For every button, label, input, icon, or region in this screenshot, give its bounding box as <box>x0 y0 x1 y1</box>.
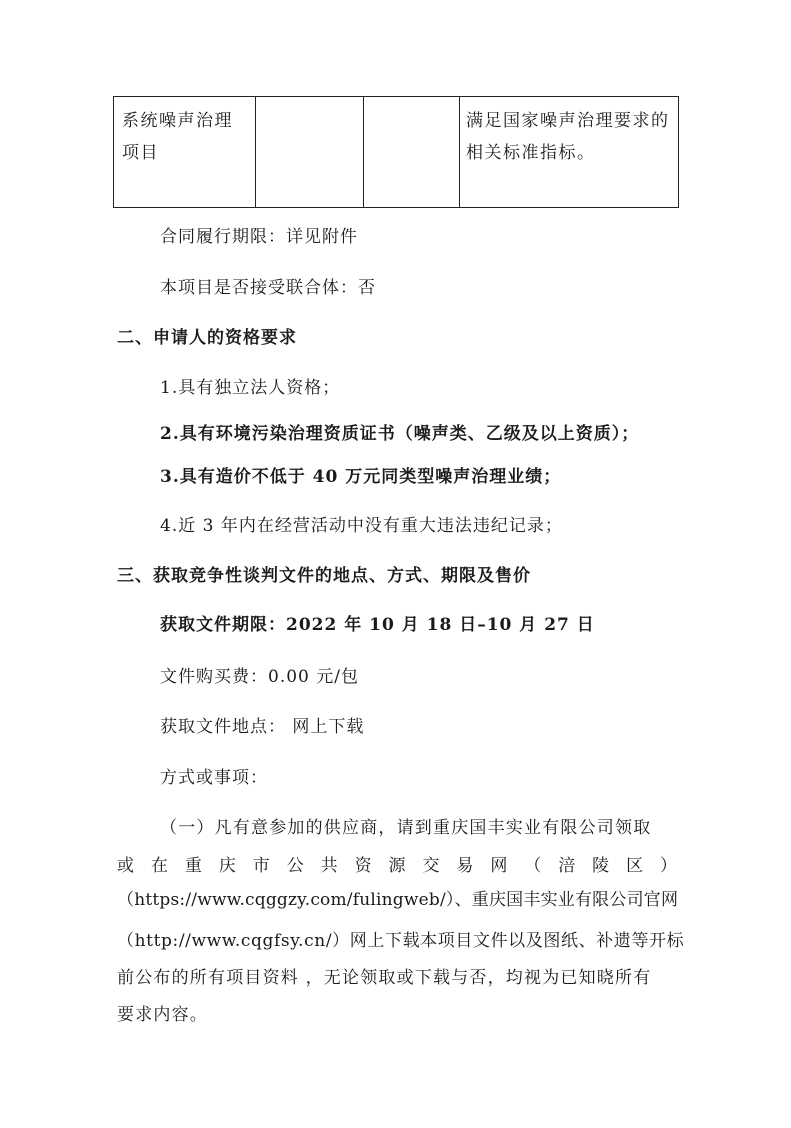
paragraph-char: 共 <box>320 856 338 876</box>
paragraph-char: 网 <box>490 856 508 876</box>
table-divider <box>363 97 364 207</box>
requirements-table <box>113 96 679 208</box>
paragraph-char: 交 <box>422 856 440 876</box>
table-divider <box>459 97 460 207</box>
paragraph-char: 或 <box>117 856 134 876</box>
paragraph-line: （http://www.cqgfsy.cn/）网上下载本项目文件以及图纸、补遗等开标 <box>117 931 685 951</box>
table-cell-line: 系统噪声治理 <box>122 111 233 131</box>
qualification-item: 1.具有独立法人资格； <box>160 378 341 398</box>
paragraph-char: 资 <box>354 856 372 876</box>
paragraph-char: 区 <box>626 856 644 876</box>
paragraph-char: 陵 <box>592 856 610 876</box>
acquisition-location: 获取文件地点： 网上下载 <box>160 717 365 737</box>
paragraph-char: 重 <box>184 856 202 876</box>
qualification-item: 3.具有造价不低于 40 万元同类型噪声治理业绩； <box>160 467 562 487</box>
paragraph-char: 源 <box>388 856 406 876</box>
table-divider <box>255 97 256 207</box>
contract-period: 合同履行期限：详见附件 <box>160 227 358 247</box>
paragraph-char: 市 <box>252 856 270 876</box>
qualification-item: 4.近 3 年内在经营活动中没有重大违法违纪记录； <box>160 516 563 536</box>
acquisition-period: 获取文件期限：2022 年 10 月 18 日–10 月 27 日 <box>160 615 595 635</box>
paragraph-line-justified <box>117 851 677 876</box>
paragraph-line: 要求内容。 <box>117 1005 208 1025</box>
paragraph-line: （一）凡有意参加的供应商，请到重庆国丰实业有限公司领取 <box>160 818 652 838</box>
paragraph-char: 在 <box>150 856 168 876</box>
paragraph-line: （https://www.cqggzy.com/fulingweb/）、重庆国丰实业有限公司官网 <box>117 890 679 910</box>
table-cell-project-name <box>122 105 233 169</box>
table-cell-line: 满足国家噪声治理要求的 <box>466 111 670 131</box>
table-cell-line: 项目 <box>122 143 159 163</box>
paragraph-char: ） <box>660 856 677 876</box>
section-heading: 二、申请人的资格要求 <box>117 328 297 348</box>
paragraph-line: 前公布的所有项目资料 ，无论领取或下载与否，均视为已知晓所有 <box>117 968 652 988</box>
paragraph-char: （ <box>524 856 542 876</box>
table-cell-line: 相关标准指标。 <box>466 143 596 163</box>
document-price: 文件购买费：0.00 元/包 <box>160 667 359 687</box>
paragraph-char: 公 <box>286 856 304 876</box>
paragraph-char: 庆 <box>218 856 236 876</box>
paragraph-char: 涪 <box>558 856 576 876</box>
consortium-note: 本项目是否接受联合体：否 <box>160 278 376 298</box>
paragraph-char: 易 <box>456 856 474 876</box>
table-cell-standard <box>466 105 670 169</box>
qualification-item: 2.具有环境污染治理资质证书（噪声类、乙级及以上资质）； <box>160 424 640 444</box>
method-label: 方式或事项： <box>160 768 268 788</box>
section-heading: 三、获取竞争性谈判文件的地点、方式、期限及售价 <box>117 566 531 586</box>
